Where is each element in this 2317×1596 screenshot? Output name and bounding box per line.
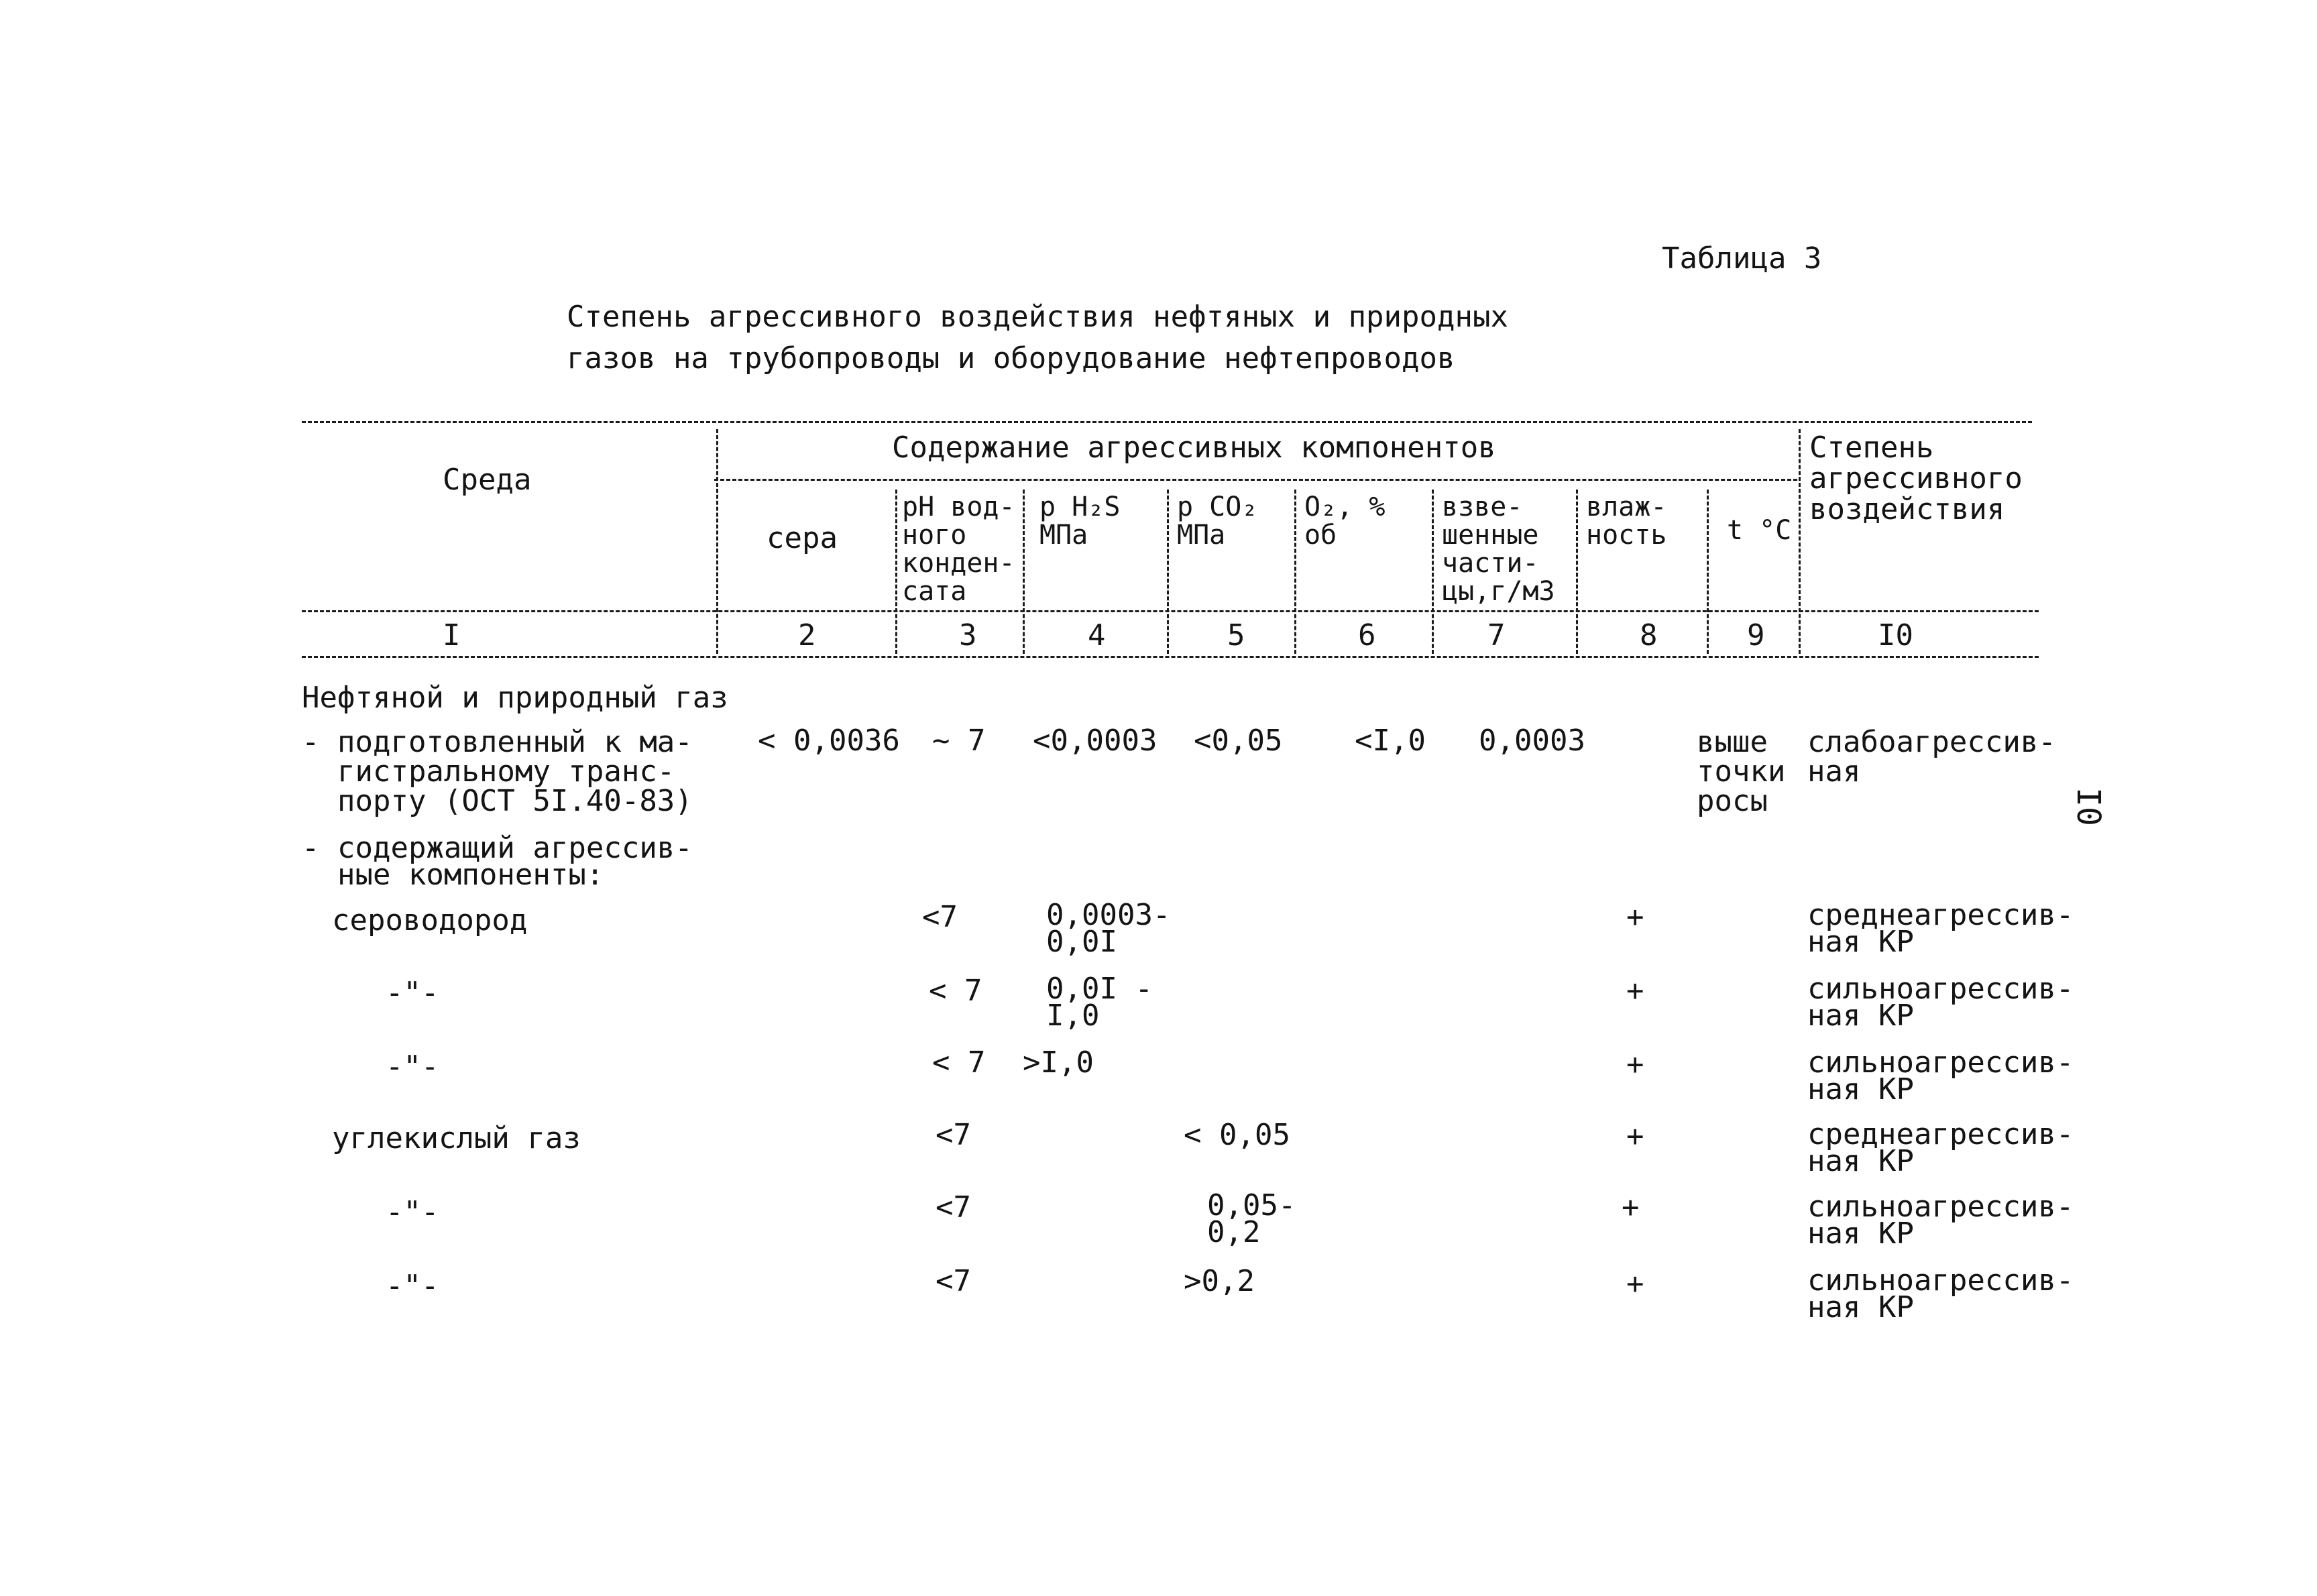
col-separator [1707, 490, 1709, 654]
col-number: 6 [1358, 618, 1376, 652]
row-ph: < 7 [932, 1045, 986, 1080]
header-col1: Среда [443, 463, 532, 497]
row-humidity: + [1626, 974, 1644, 1008]
col-separator [716, 429, 718, 654]
row-degree: среднеагрессив- ная КР [1807, 898, 2074, 959]
header-group: Содержание агрессивных компонентов [892, 431, 1496, 465]
row-ph: < 7 [929, 974, 982, 1008]
row-degree: сильноагрессив- ная КР [1807, 1045, 2074, 1106]
row-co2: 0,05- 0,2 [1207, 1188, 1296, 1249]
col-number: 3 [959, 618, 977, 652]
row-co2: >0,2 [1184, 1264, 1255, 1298]
row-degree: слабоагрессив- ная [1807, 725, 2056, 789]
numbers-bottom-rule [302, 656, 2039, 658]
row-medium: сероводород [332, 903, 528, 937]
row-h2s: 0,0003- 0,0I [1046, 898, 1171, 959]
table-label: Таблица 3 [1662, 241, 1822, 276]
col-separator [1576, 490, 1578, 654]
row-co2: <0,05 [1194, 724, 1283, 758]
table-title-line1: Степень агрессивного воздействия нефтяных и природных [567, 300, 1508, 334]
row-humidity: + [1626, 1119, 1644, 1153]
row-degree: среднеагрессив- ная КР [1807, 1117, 2074, 1178]
row-medium: -"- [386, 1195, 439, 1229]
header-col5: p CO₂ МПа [1177, 492, 1258, 551]
row-degree: сильноагрессив- ная КР [1807, 1263, 2074, 1324]
row-sulfur: < 0,0036 [758, 724, 900, 758]
col-number: 4 [1088, 618, 1106, 652]
row-temp: выше точки росы [1697, 725, 1786, 818]
col-number: 2 [798, 618, 816, 652]
header-col10: Степень агрессивного воздействия [1809, 431, 2023, 526]
header-col7: взве- шенные части- цы,г/м3 [1442, 492, 1555, 607]
col-separator [1023, 490, 1025, 654]
row-particles: 0,0003 [1479, 724, 1585, 758]
col-number: 9 [1747, 618, 1765, 652]
section-title: Нефтяной и природный газ [302, 681, 728, 715]
col-separator [1294, 490, 1296, 654]
row-o2: <I,0 [1355, 724, 1426, 758]
col-number: 5 [1227, 618, 1245, 652]
row-degree: сильноагрессив- ная КР [1807, 1190, 2074, 1251]
row-h2s: <0,0003 [1033, 724, 1157, 758]
row-ph: <7 [936, 1190, 971, 1224]
row-degree: сильноагрессив- ная КР [1807, 972, 2074, 1033]
header-col6: O₂, % об [1304, 492, 1386, 551]
col-number: I [443, 618, 461, 652]
table-title-line2: газов на трубопроводы и оборудование нефтепроводов [567, 341, 1455, 376]
row-co2: < 0,05 [1184, 1118, 1290, 1152]
col-number: 8 [1640, 618, 1658, 652]
row-h2s: >I,0 [1023, 1045, 1094, 1080]
col-separator [1167, 490, 1169, 654]
header-col9: t °C [1727, 515, 1792, 546]
row-medium: -"- [386, 1269, 439, 1303]
page-number: I0 [2069, 787, 2107, 826]
row-ph: <7 [922, 900, 958, 934]
header-col2: сера [767, 521, 838, 555]
col-number: 7 [1487, 618, 1506, 652]
row-medium: -"- [386, 1049, 439, 1084]
col-number: I0 [1878, 618, 1913, 652]
header-bottom-rule [302, 610, 2039, 612]
col-separator [895, 490, 897, 654]
col-separator [1432, 490, 1434, 654]
header-col4: p H₂S МПа [1039, 492, 1121, 551]
group-rule [714, 479, 1797, 481]
row-humidity: + [1626, 1267, 1644, 1301]
row-h2s: 0,0I - I,0 [1046, 972, 1153, 1033]
row-ph: ~ 7 [932, 724, 986, 758]
row-medium: - подготовленный к ма- гистральному транс- порту (ОСТ 5I.40-83) [302, 725, 693, 818]
row-medium: - содержащий агрессив- ные компоненты: [302, 831, 693, 892]
row-medium: -"- [386, 976, 439, 1010]
header-col8: влаж- ность [1586, 492, 1667, 551]
col-separator [1799, 429, 1801, 654]
header-col3: pH вод- ного конден- сата [902, 492, 1015, 607]
header-top-rule [302, 421, 2032, 423]
row-humidity: + [1622, 1190, 1640, 1224]
row-ph: <7 [936, 1118, 971, 1152]
row-humidity: + [1626, 900, 1644, 934]
row-ph: <7 [936, 1264, 971, 1298]
row-medium: углекислый газ [332, 1121, 581, 1155]
row-humidity: + [1626, 1047, 1644, 1082]
